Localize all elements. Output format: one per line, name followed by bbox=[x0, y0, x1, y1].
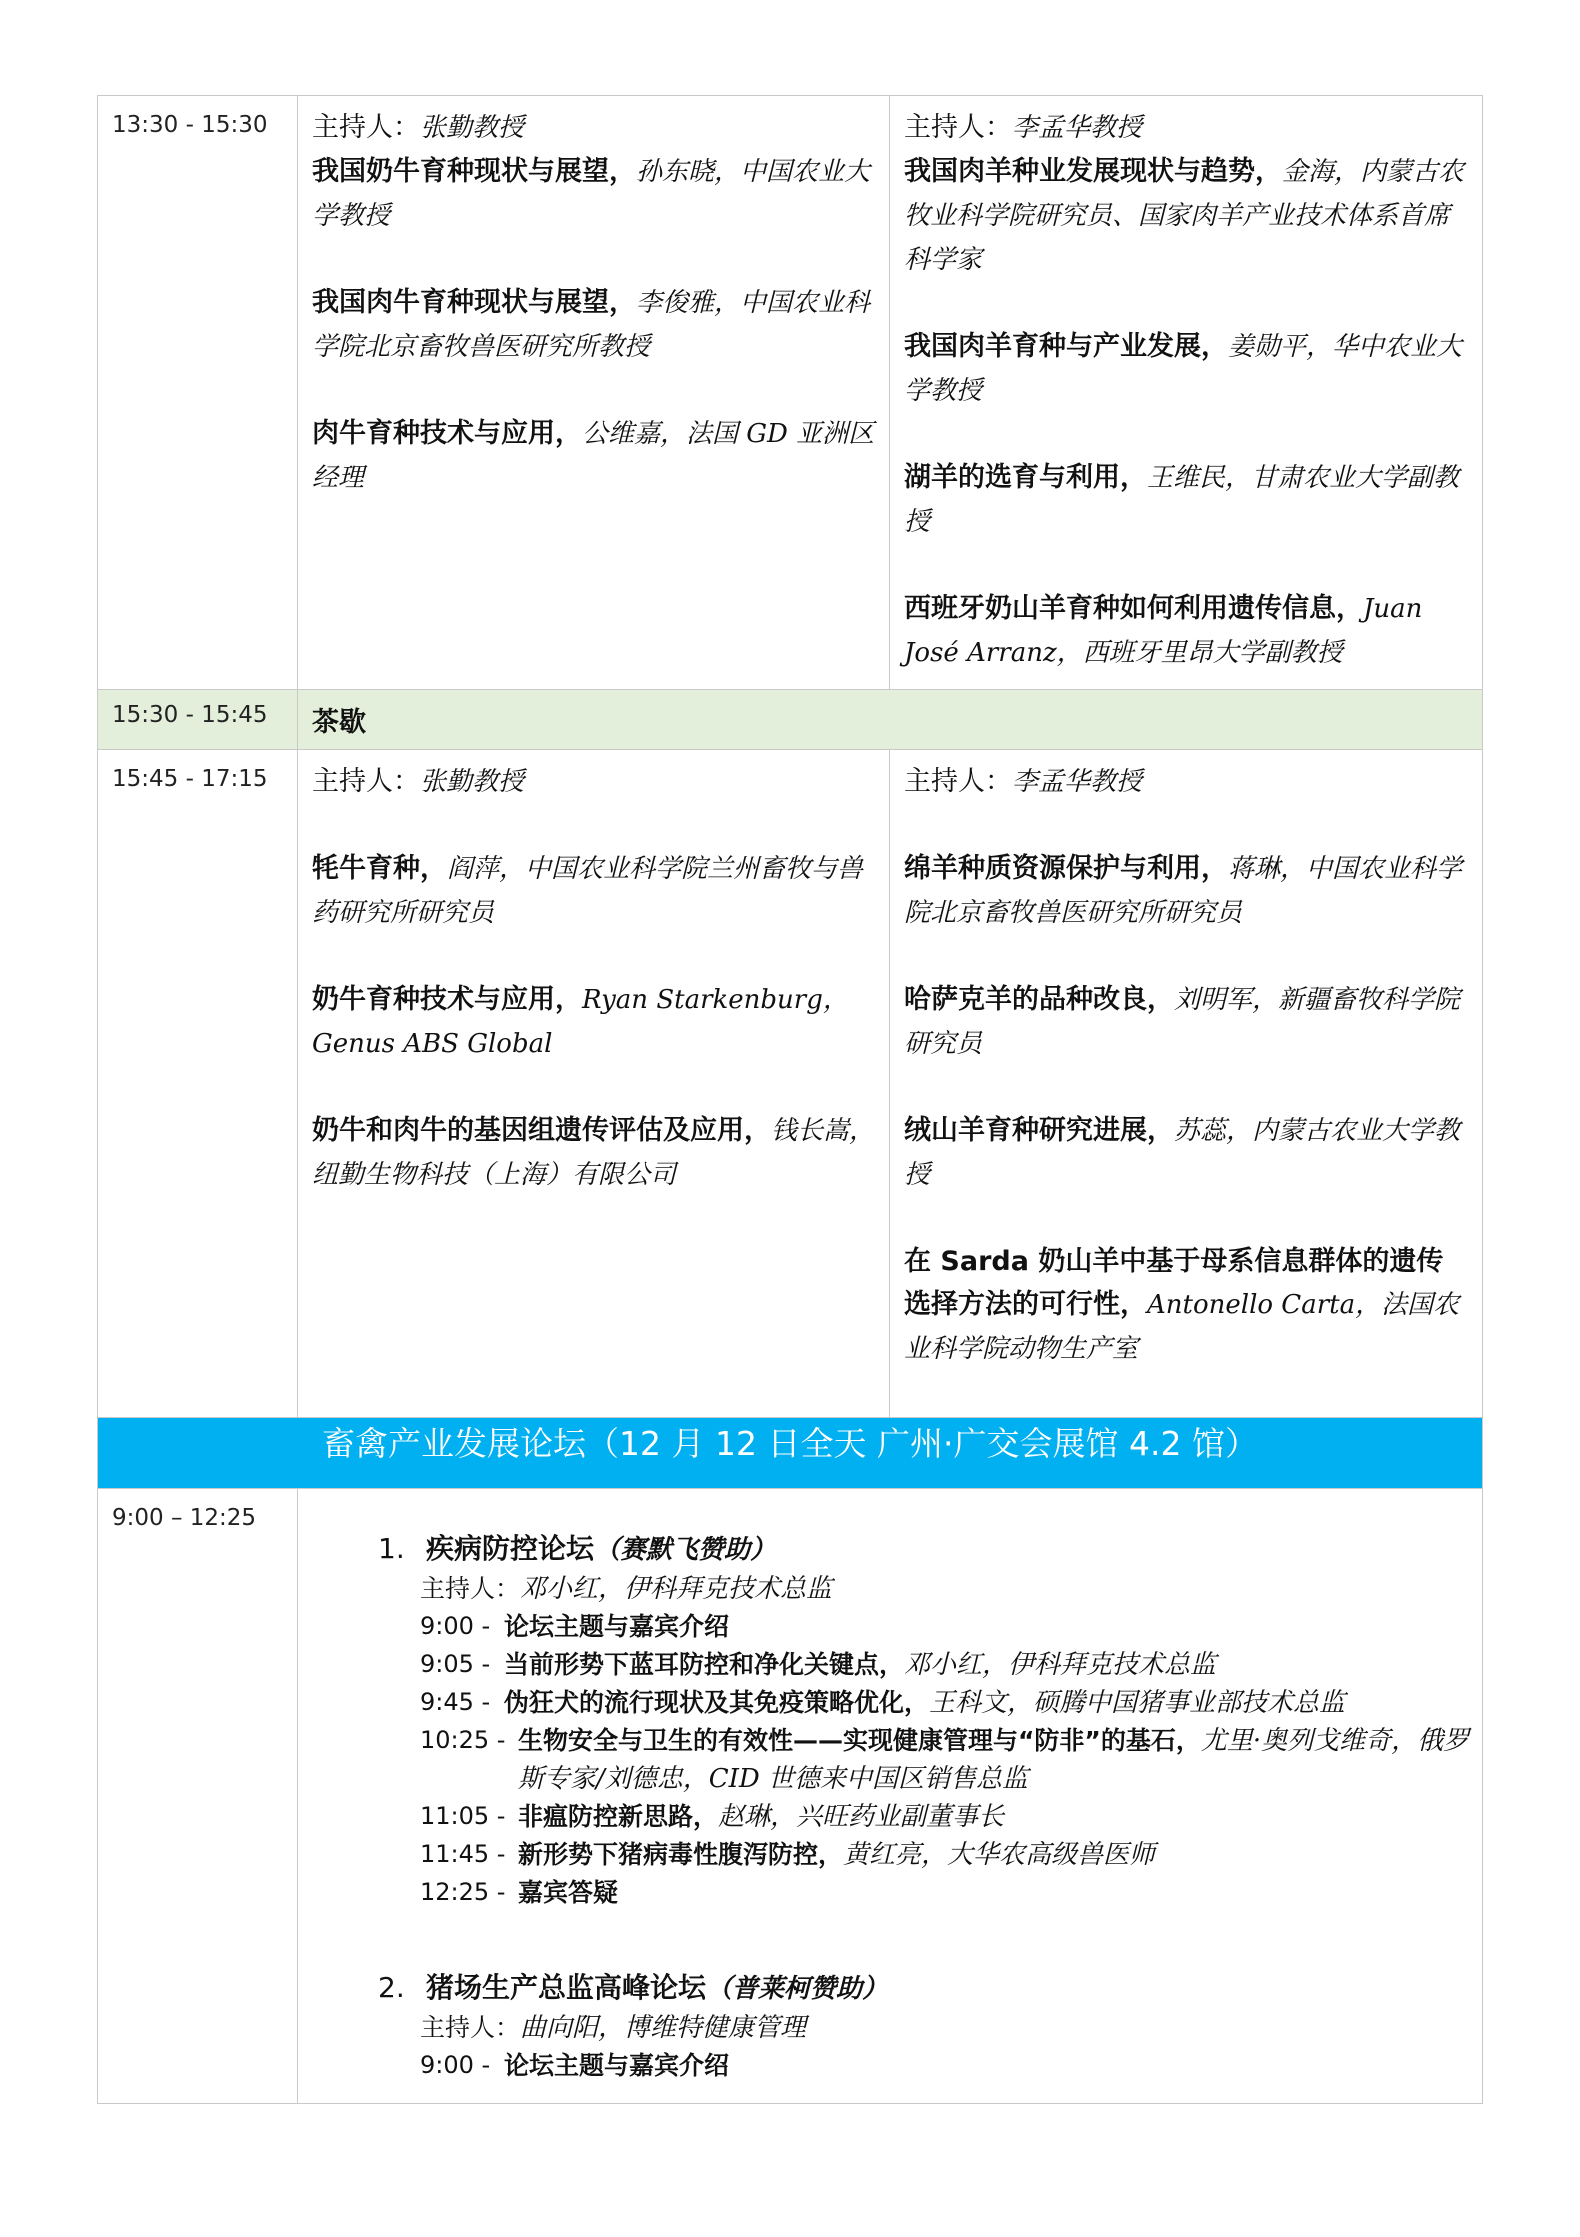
agenda-item bbox=[420, 1874, 1472, 1912]
agenda-item bbox=[420, 1798, 1472, 1836]
talk-title: 湖羊的选育与利用， bbox=[904, 462, 1147, 493]
forum-block bbox=[378, 1968, 1472, 2085]
talk-item bbox=[312, 281, 875, 369]
talk-title: 奶牛育种技术与应用， bbox=[312, 984, 582, 1015]
host-name: 李孟华教授 bbox=[1012, 767, 1143, 797]
host-line: 主持人：张勤教授 bbox=[312, 112, 525, 143]
talk-title: 牦牛育种， bbox=[312, 853, 447, 884]
session-cell-right bbox=[890, 96, 1483, 690]
agenda-time: 9:00 - bbox=[420, 1612, 491, 1640]
forums-cell bbox=[298, 1489, 1483, 2104]
session-row bbox=[98, 750, 1483, 1418]
talk-title: 在 Sarda 奶山羊中基于母系信息群体的遗传选择方法的可行性， bbox=[904, 1246, 1444, 1320]
agenda-title: 嘉宾答疑 bbox=[518, 1878, 619, 1907]
talk-title: 西班牙奶山羊育种如何利用遗传信息， bbox=[904, 593, 1363, 624]
forum-block bbox=[378, 1529, 1472, 1912]
forum-host: 主持人：曲向阳，博维特健康管理 bbox=[420, 2013, 807, 2043]
forum-sponsor: （普莱柯赞助） bbox=[706, 1974, 889, 2004]
talk-item bbox=[904, 1109, 1468, 1197]
forum-number: 1. bbox=[378, 1532, 405, 1565]
agenda-title: 非瘟防控新思路， bbox=[518, 1802, 719, 1831]
forum-banner: 畜禽产业发展论坛（12 月 12 日全天 广州·广交会展馆 4.2 馆） bbox=[98, 1418, 1483, 1489]
agenda-item bbox=[420, 1836, 1472, 1874]
agenda-item bbox=[420, 1646, 1472, 1684]
talk-speaker: 孙东晓，中国农业大学教授 bbox=[312, 157, 871, 231]
forum-number: 2. bbox=[378, 1971, 405, 2004]
agenda-time: 11:05 - bbox=[420, 1802, 506, 1830]
talk-speaker: 姜勋平，华中农业大学教授 bbox=[904, 332, 1463, 406]
talk-item bbox=[904, 587, 1468, 675]
session-cell-left bbox=[298, 96, 890, 690]
agenda-item bbox=[420, 2047, 1472, 2085]
talk-speaker: 王维民，甘肃农业大学副教授 bbox=[904, 463, 1460, 537]
forum-sponsor: （赛默飞赞助） bbox=[594, 1535, 777, 1565]
time-cell: 9:00 – 12:25 bbox=[98, 1489, 298, 2104]
talk-title: 我国肉羊种业发展现状与趋势， bbox=[904, 156, 1282, 187]
agenda-time: 12:25 - bbox=[420, 1878, 506, 1906]
host-name: 张勤教授 bbox=[420, 767, 525, 797]
forums-row bbox=[98, 1489, 1483, 2104]
talk-title: 肉牛育种技术与应用， bbox=[312, 418, 582, 449]
schedule-page bbox=[97, 95, 1482, 2104]
talk-item bbox=[904, 150, 1468, 282]
agenda-time: 10:25 - bbox=[420, 1726, 506, 1754]
host-line: 主持人：李孟华教授 bbox=[904, 766, 1143, 797]
talk-speaker: 蒋琳，中国农业科学院北京畜牧兽医研究所研究员 bbox=[904, 854, 1463, 928]
agenda-title: 当前形势下蓝耳防控和净化关键点， bbox=[504, 1650, 905, 1679]
agenda-speaker: 王科文，硕腾中国猪事业部技术总监 bbox=[929, 1688, 1346, 1718]
agenda-item bbox=[420, 1722, 1472, 1798]
forum-banner-row bbox=[98, 1418, 1483, 1489]
talk-item bbox=[312, 412, 875, 500]
agenda-time: 9:05 - bbox=[420, 1650, 491, 1678]
time-cell: 15:30 - 15:45 bbox=[98, 690, 298, 750]
talk-title: 我国肉牛育种现状与展望， bbox=[312, 287, 636, 318]
talk-speaker: 公维嘉，法国 GD 亚洲区经理 bbox=[312, 419, 875, 493]
forum-title: 2. 猪场生产总监高峰论坛（普莱柯赞助） bbox=[378, 1968, 1472, 2009]
forum-body bbox=[378, 1570, 1472, 1912]
talk-speaker: 苏蕊，内蒙古农业大学教授 bbox=[904, 1116, 1461, 1190]
talk-item bbox=[312, 150, 875, 238]
talk-item bbox=[312, 847, 875, 935]
host-name: 张勤教授 bbox=[420, 113, 525, 143]
talk-item bbox=[312, 1109, 875, 1197]
agenda-speaker: 邓小红，伊科拜克技术总监 bbox=[904, 1650, 1217, 1680]
talk-speaker: 阎萍，中国农业科学院兰州畜牧与兽药研究所研究员 bbox=[312, 854, 864, 928]
talk-item bbox=[904, 456, 1468, 544]
forum-host: 主持人：邓小红，伊科拜克技术总监 bbox=[420, 1574, 833, 1604]
agenda-speaker: 尤里·奥列戈维奇，俄罗斯专家/刘德忠，CID 世德来中国区销售总监 bbox=[518, 1726, 1470, 1794]
talk-item bbox=[904, 978, 1468, 1066]
talk-title: 我国奶牛育种现状与展望， bbox=[312, 156, 636, 187]
talk-item bbox=[312, 978, 875, 1066]
talk-title: 绵羊种质资源保护与利用， bbox=[904, 853, 1228, 884]
session-cell-left bbox=[298, 750, 890, 1418]
forum-body bbox=[378, 2009, 1472, 2085]
agenda-time: 9:45 - bbox=[420, 1688, 491, 1716]
talk-speaker: Ryan Starkenburg，Genus ABS Global bbox=[312, 985, 849, 1059]
talk-speaker: 钱长嵩，纽勤生物科技（上海）有限公司 bbox=[312, 1116, 876, 1190]
talk-speaker: 刘明军，新疆畜牧科学院研究员 bbox=[904, 985, 1461, 1059]
agenda-title: 伪狂犬的流行现状及其免疫策略优化， bbox=[504, 1688, 930, 1717]
agenda-title: 论坛主题与嘉宾介绍 bbox=[504, 2051, 730, 2080]
talk-speaker: Juan José Arranz，西班牙里昂大学副教授 bbox=[904, 594, 1423, 668]
talk-speaker: 李俊雅，中国农业科学院北京畜牧兽医研究所教授 bbox=[312, 288, 871, 362]
session-row bbox=[98, 96, 1483, 690]
talk-title: 我国肉羊育种与产业发展， bbox=[904, 331, 1228, 362]
time-cell: 15:45 - 17:15 bbox=[98, 750, 298, 1418]
session-cell-right bbox=[890, 750, 1483, 1418]
forum-title: 1. 疾病防控论坛（赛默飞赞助） bbox=[378, 1529, 1472, 1570]
agenda-item bbox=[420, 1608, 1472, 1646]
host-line: 主持人：李孟华教授 bbox=[904, 112, 1143, 143]
talk-item bbox=[904, 325, 1468, 413]
schedule-table bbox=[97, 95, 1483, 2104]
agenda-title: 论坛主题与嘉宾介绍 bbox=[504, 1612, 730, 1641]
talk-item bbox=[904, 847, 1468, 935]
break-label: 茶歇 bbox=[298, 690, 1483, 750]
agenda-speaker: 赵琳，兴旺药业副董事长 bbox=[718, 1802, 1005, 1832]
talk-title: 哈萨克羊的品种改良， bbox=[904, 984, 1174, 1015]
host-line: 主持人：张勤教授 bbox=[312, 766, 525, 797]
talk-item bbox=[904, 1240, 1468, 1371]
agenda-item bbox=[420, 1684, 1472, 1722]
host-name: 李孟华教授 bbox=[1012, 113, 1143, 143]
talk-title: 绒山羊育种研究进展， bbox=[904, 1115, 1174, 1146]
agenda-time: 9:00 - bbox=[420, 2051, 491, 2079]
talk-title: 奶牛和肉牛的基因组遗传评估及应用， bbox=[312, 1115, 771, 1146]
talk-speaker: Antonello Carta，法国农业科学院动物生产室 bbox=[904, 1290, 1460, 1364]
agenda-speaker: 黄红亮，大华农高级兽医师 bbox=[843, 1840, 1156, 1870]
talk-speaker: 金海，内蒙古农牧业科学院研究员、国家肉羊产业技术体系首席科学家 bbox=[904, 157, 1465, 275]
agenda-title: 生物安全与卫生的有效性——实现健康管理与“防非”的基石， bbox=[518, 1726, 1201, 1755]
agenda-time: 11:45 - bbox=[420, 1840, 506, 1868]
time-cell: 13:30 - 15:30 bbox=[98, 96, 298, 690]
break-row bbox=[98, 690, 1483, 750]
agenda-title: 新形势下猪病毒性腹泻防控， bbox=[518, 1840, 844, 1869]
